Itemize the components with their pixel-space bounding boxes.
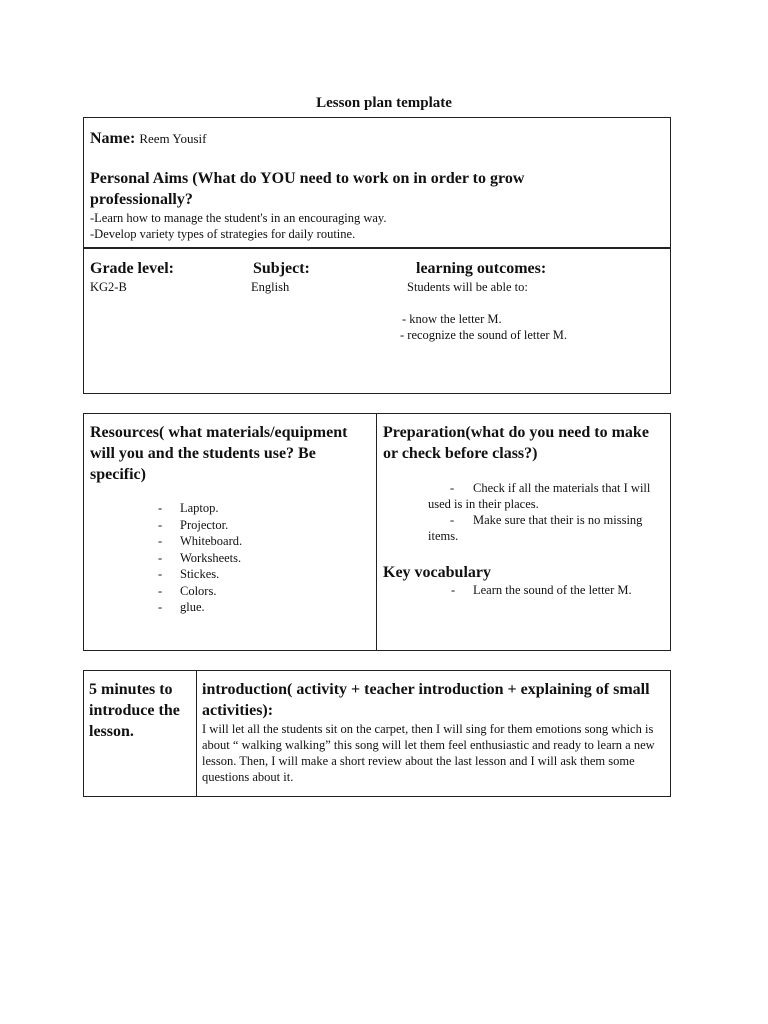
resource-item: - Colors. [180, 583, 242, 600]
resources-list [180, 500, 242, 616]
grade-subject-box [83, 247, 671, 394]
resource-item: - Laptop. [180, 500, 242, 517]
name-value: Reem Yousif [139, 131, 207, 146]
resource-item: - glue. [180, 599, 242, 616]
subject-value: English [251, 280, 290, 294]
grade-value: KG2-B [90, 280, 127, 294]
preparation-list [428, 480, 664, 544]
subject-column [251, 258, 310, 295]
vocab-heading: Key vocabulary [383, 564, 491, 581]
resource-item: - Whiteboard. [180, 533, 242, 550]
outcomes-item: - recognize the sound of letter M. [400, 328, 567, 342]
aims-heading: Personal Aims (What do YOU need to work on in order to grow professionally? [90, 170, 525, 208]
document-title: Lesson plan template [316, 95, 452, 111]
subject-label: Subject: [253, 260, 310, 277]
outcomes-label: learning outcomes: [416, 260, 547, 277]
vocab-item: - Learn the sound of the letter M. [473, 582, 632, 599]
vocab-list [473, 582, 632, 599]
outcomes-intro: Students will be able to: [407, 280, 528, 294]
preparation-item: - Make sure that their is no missing items. [428, 513, 643, 543]
preparation-heading: Preparation(what do you need to make or check before class?) [383, 424, 649, 462]
intro-time: 5 minutes to introduce the lesson. [89, 681, 180, 740]
grade-label: Grade level: [90, 260, 174, 277]
intro-text: I will let all the students sit on the carpet, then I will sing for them emotions song which is about “ walking walking” this song will let them feel enthusiastic and ready to learn a new lesson. Then, I will make a short review about the last lesson and I will ask them some questions about it. [202, 722, 655, 784]
name-line [90, 128, 207, 149]
resource-item: - Stickes. [180, 566, 242, 583]
resources-heading: Resources( what materials/equipment will you and the students use? Be specific) [90, 424, 348, 483]
column-divider [376, 414, 377, 650]
introduction-box [83, 670, 671, 797]
resource-item: - Projector. [180, 517, 242, 534]
aims-item: -Develop variety types of strategies for daily routine. [90, 227, 356, 241]
resources-preparation-box [83, 413, 671, 651]
aims-list [90, 210, 386, 242]
outcomes-item: - know the letter M. [402, 312, 502, 326]
resource-item: - Worksheets. [180, 550, 242, 567]
outcomes-column [398, 258, 567, 343]
preparation-item: - Check if all the materials that I will used is in their places. [428, 481, 651, 511]
name-aims-box [83, 117, 671, 249]
grade-column [90, 258, 174, 295]
aims-item: -Learn how to manage the student's in an encouraging way. [90, 211, 387, 225]
intro-heading: introduction( activity + teacher introduction + explaining of small activities): [202, 681, 650, 719]
name-label: Name: [90, 130, 136, 147]
